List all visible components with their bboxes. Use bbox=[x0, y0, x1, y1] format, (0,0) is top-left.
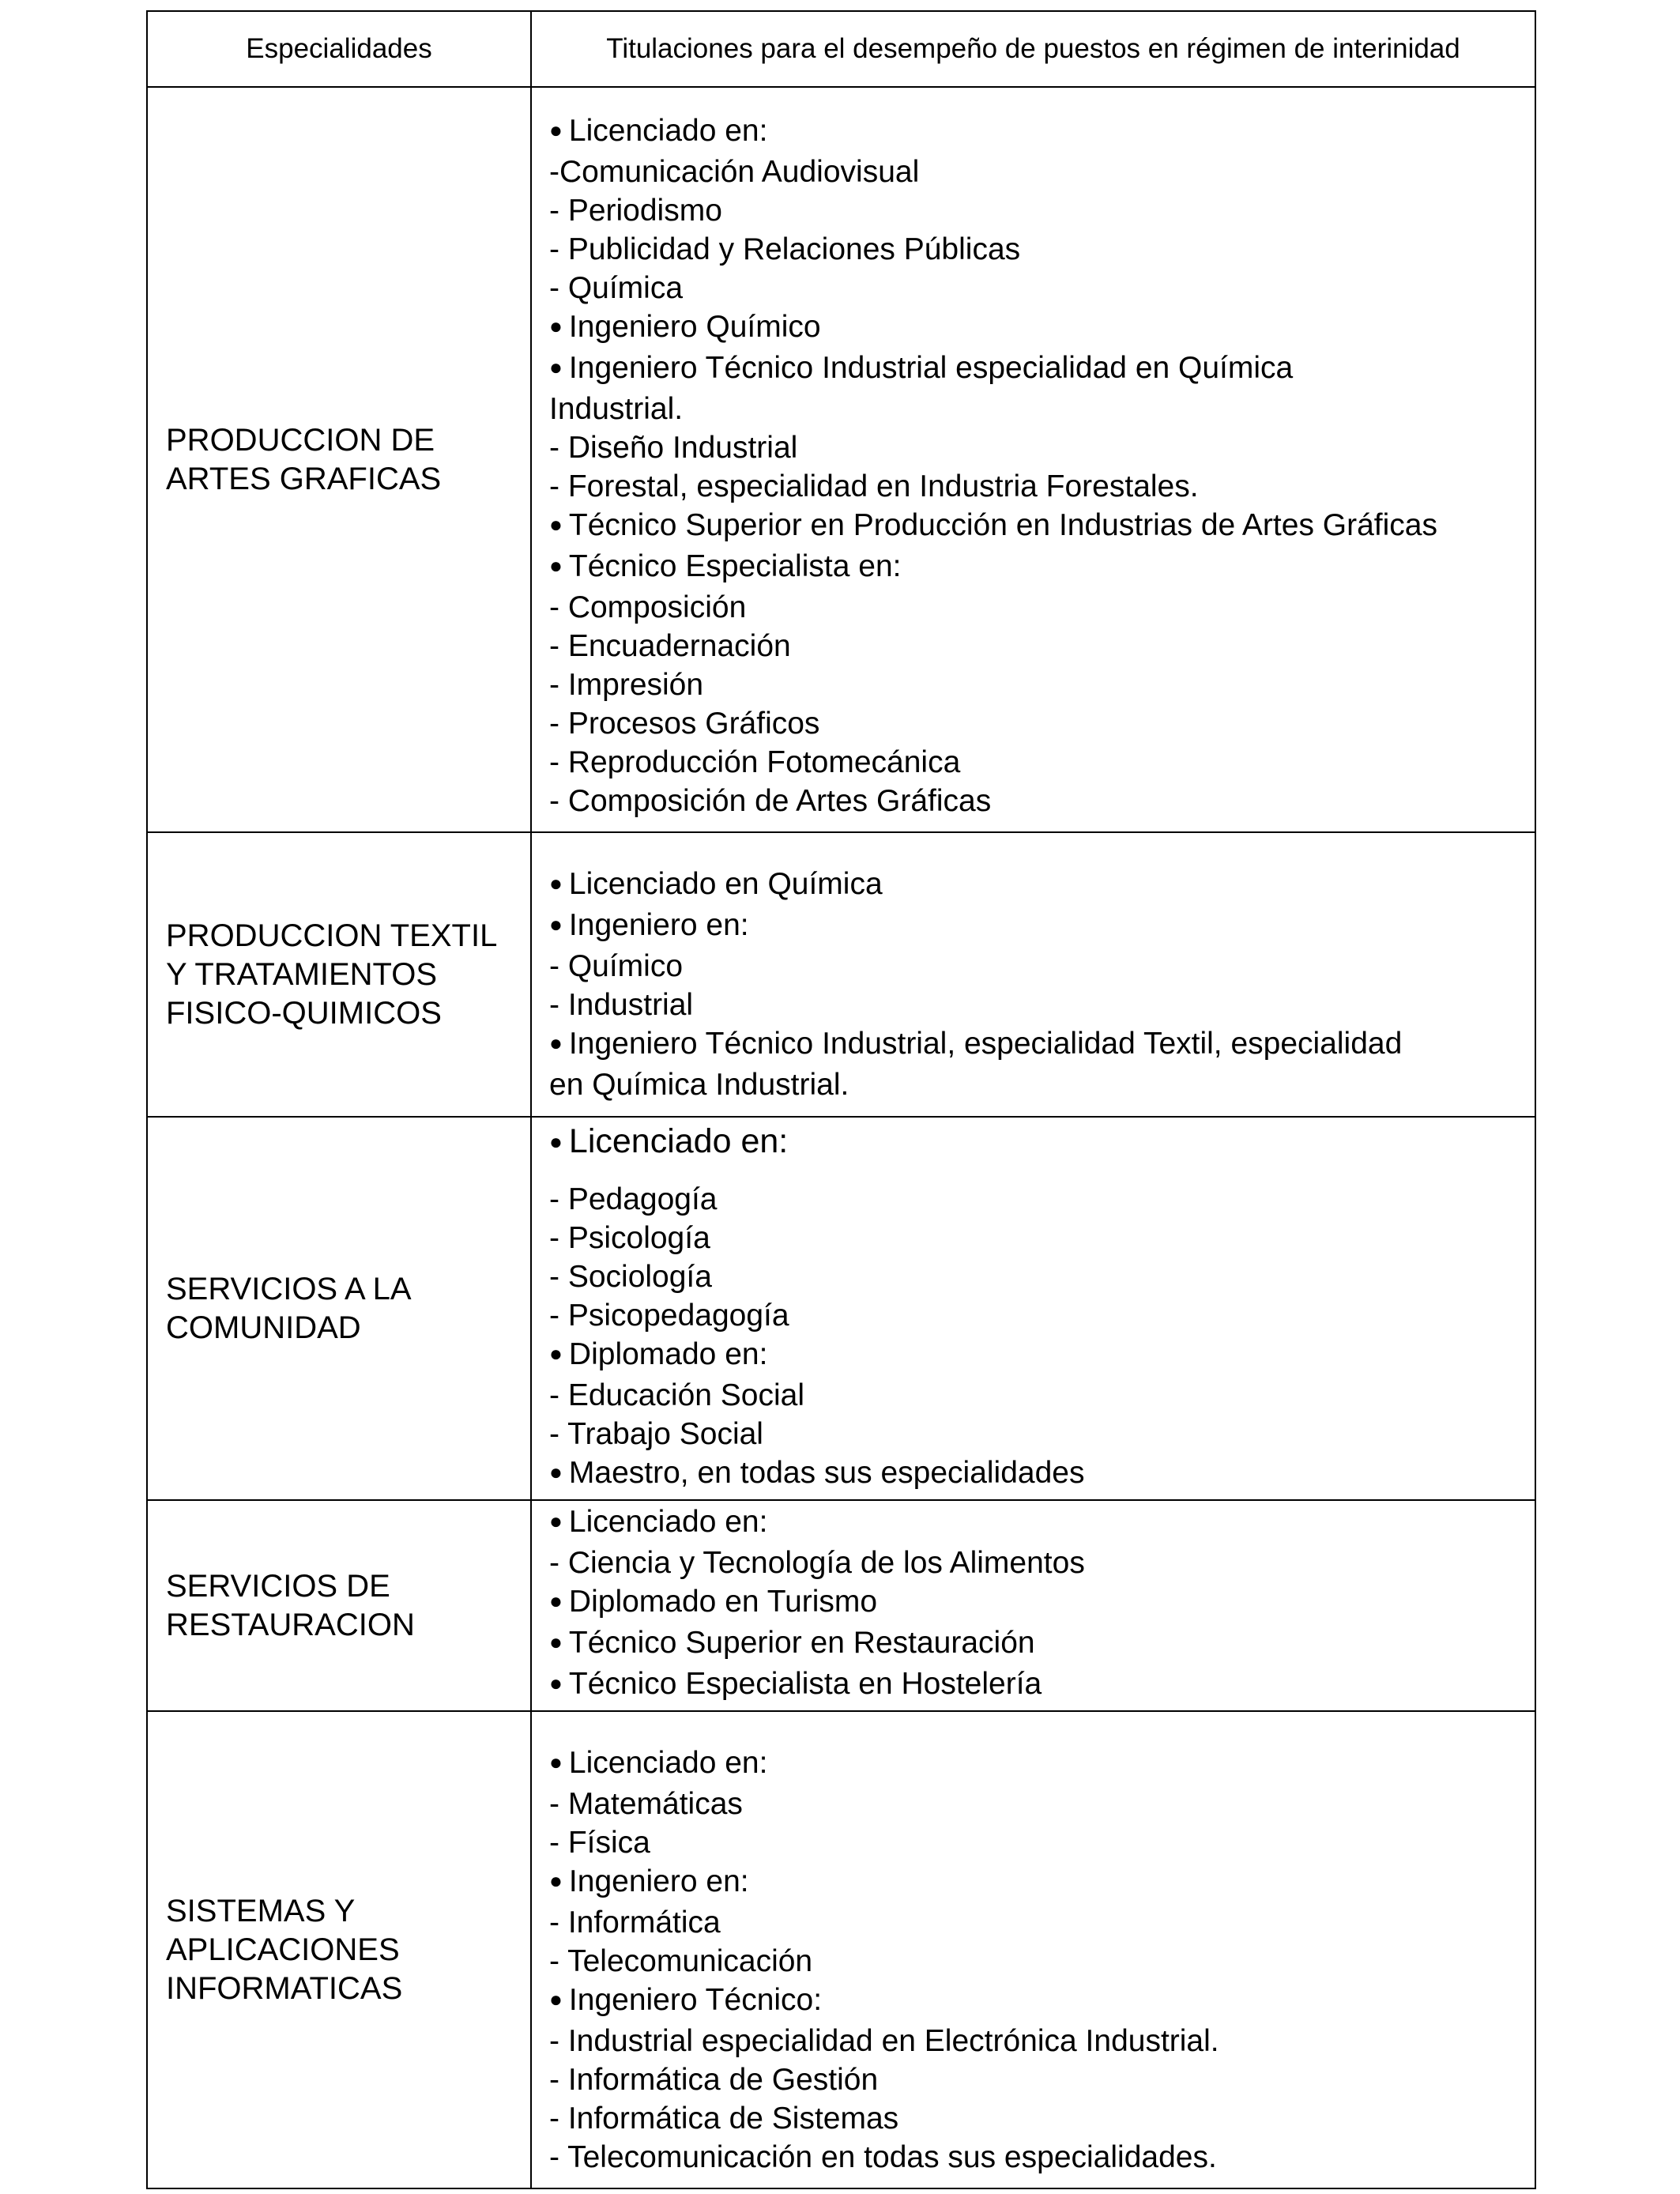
bullet-icon: ● bbox=[549, 553, 563, 578]
titulacion-sub-item bbox=[549, 743, 1527, 782]
titulacion-sub-item bbox=[549, 588, 1527, 627]
especialidad-cell bbox=[147, 1500, 531, 1711]
bullet-icon: ● bbox=[549, 912, 563, 937]
titulacion-sub-item bbox=[549, 467, 1527, 506]
titulacion-bullet-item bbox=[549, 1623, 1527, 1664]
titulacion-sub-item bbox=[549, 390, 1527, 428]
titulacion-text: en Química Industrial. bbox=[549, 1068, 849, 1102]
titulacion-text: Licenciado en: bbox=[568, 114, 768, 148]
bullet-icon: ● bbox=[549, 1987, 563, 2011]
titulacion-bullet-item bbox=[549, 111, 1527, 153]
header-titulaciones: Titulaciones para el desempeño de puestos en régimen de interinidad bbox=[531, 11, 1535, 87]
titulacion-text: -Comunicación Audiovisual bbox=[549, 155, 920, 189]
table-row bbox=[147, 87, 1535, 832]
titulacion-sub-item bbox=[549, 1785, 1527, 1823]
titulacion-bullet-item bbox=[549, 1024, 1527, 1065]
titulacion-text: - Informática de Gestión bbox=[549, 2063, 879, 2097]
bullet-icon: ● bbox=[549, 1630, 563, 1654]
titulacion-sub-item bbox=[549, 2060, 1527, 2099]
titulacion-text: - Publicidad y Relaciones Públicas bbox=[549, 232, 1021, 266]
especialidad-name-line: PRODUCCION TEXTIL bbox=[166, 918, 498, 953]
titulacion-text: Licenciado en: bbox=[568, 1505, 768, 1539]
titulacion-text: Ingeniero en: bbox=[568, 1864, 749, 1898]
titulacion-text: Diplomado en Turismo bbox=[568, 1585, 878, 1619]
titulaciones-cell bbox=[531, 1711, 1535, 2188]
titulacion-text: - Industrial especialidad en Electrónica Industrial. bbox=[549, 2024, 1219, 2058]
bullet-icon: ● bbox=[549, 1868, 563, 1893]
table-body bbox=[147, 87, 1535, 2188]
titulacion-text: - Ciencia y Tecnología de los Alimentos bbox=[549, 1546, 1085, 1580]
titulacion-sub-item bbox=[549, 947, 1527, 986]
titulacion-sub-item bbox=[549, 1296, 1527, 1335]
especialidad-name-line: SERVICIOS DE bbox=[166, 1568, 390, 1604]
titulacion-sub-item bbox=[549, 2022, 1527, 2060]
titulacion-sub-item bbox=[549, 2138, 1527, 2177]
titulacion-text: Técnico Especialista en Hostelería bbox=[568, 1667, 1042, 1701]
bullet-icon: ● bbox=[549, 1671, 563, 1695]
bullet-icon: ● bbox=[549, 355, 563, 379]
titulacion-text: - Composición bbox=[549, 590, 747, 624]
titulacion-text: - Reproducción Fotomecánica bbox=[549, 745, 961, 779]
titulacion-text: - Informática de Sistemas bbox=[549, 2102, 899, 2136]
table-row bbox=[147, 1500, 1535, 1711]
titulacion-bullet-item bbox=[549, 1582, 1527, 1623]
especialidad-cell bbox=[147, 832, 531, 1117]
titulacion-sub-item bbox=[549, 665, 1527, 704]
titulacion-sub-item bbox=[549, 1415, 1527, 1453]
titulacion-text: Licenciado en Química bbox=[568, 867, 883, 901]
titulacion-text: - Educación Social bbox=[549, 1378, 805, 1412]
titulacion-bullet-item bbox=[549, 1119, 1527, 1167]
table-row bbox=[147, 1711, 1535, 2188]
titulacion-text: - Forestal, especialidad en Industria Forestales. bbox=[549, 469, 1199, 503]
titulacion-bullet-item bbox=[549, 1862, 1527, 1903]
especialidad-cell bbox=[147, 1117, 531, 1500]
titulacion-sub-item bbox=[549, 191, 1527, 230]
titulacion-sub-item bbox=[549, 1942, 1527, 1981]
bullet-icon: ● bbox=[549, 118, 563, 142]
titulaciones-cell bbox=[531, 1117, 1535, 1500]
titulacion-text: Técnico Especialista en: bbox=[568, 549, 902, 583]
titulacion-text: Ingeniero Técnico Industrial especialidad en Química bbox=[568, 351, 1294, 385]
titulacion-text: Ingeniero en: bbox=[568, 908, 749, 942]
titulacion-sub-item bbox=[549, 1823, 1527, 1862]
especialidad-name-line: Y TRATAMIENTOS bbox=[166, 956, 438, 992]
titulacion-text: - Procesos Gráficos bbox=[549, 707, 820, 741]
titulacion-text: Técnico Superior en Producción en Industrias de Artes Gráficas bbox=[568, 508, 1437, 542]
especialidad-name-line: FISICO-QUIMICOS bbox=[166, 995, 442, 1031]
especialidad-cell bbox=[147, 1711, 531, 2188]
titulaciones-cell bbox=[531, 87, 1535, 832]
bullet-icon: ● bbox=[549, 1509, 563, 1533]
titulacion-text: Industrial. bbox=[549, 392, 684, 426]
especialidad-name-line: INFORMATICAS bbox=[166, 1970, 403, 2006]
titulacion-text: Técnico Superior en Restauración bbox=[568, 1626, 1035, 1660]
titulacion-sub-item bbox=[549, 1219, 1527, 1257]
bullet-icon: ● bbox=[549, 1460, 563, 1484]
titulacion-text: - Pedagogía bbox=[549, 1182, 718, 1216]
titulacion-sub-item bbox=[549, 1544, 1527, 1582]
titulacion-sub-item bbox=[549, 1903, 1527, 1942]
especialidad-name-line: COMUNIDAD bbox=[166, 1310, 361, 1345]
especialidad-name-line: APLICACIONES bbox=[166, 1932, 400, 1967]
titulacion-text: - Industrial bbox=[549, 988, 694, 1022]
titulacion-text: - Química bbox=[549, 271, 684, 305]
titulacion-bullet-item bbox=[549, 1502, 1527, 1544]
titulacion-sub-item bbox=[549, 153, 1527, 191]
titulacion-text: - Composición de Artes Gráficas bbox=[549, 784, 992, 818]
titulacion-sub-item bbox=[549, 627, 1527, 665]
header-row bbox=[147, 11, 1535, 87]
titulaciones-table bbox=[146, 10, 1536, 2189]
titulacion-bullet-item bbox=[549, 1335, 1527, 1376]
header-especialidades: Especialidades bbox=[147, 11, 531, 87]
titulacion-sub-item bbox=[549, 1257, 1527, 1296]
titulacion-text: - Física bbox=[549, 1826, 650, 1860]
titulacion-sub-item bbox=[549, 269, 1527, 307]
titulacion-text: - Telecomunicación bbox=[549, 1944, 813, 1978]
titulacion-text: Ingeniero Técnico: bbox=[568, 1983, 823, 2017]
titulacion-text: Licenciado en: bbox=[568, 1746, 768, 1780]
titulacion-text: - Sociología bbox=[549, 1260, 712, 1294]
titulacion-bullet-item bbox=[549, 865, 1527, 906]
titulacion-sub-item bbox=[549, 782, 1527, 820]
titulacion-bullet-item bbox=[549, 1744, 1527, 1785]
bullet-icon: ● bbox=[549, 871, 563, 895]
titulacion-text: - Matemáticas bbox=[549, 1787, 743, 1821]
titulacion-text: - Impresión bbox=[549, 668, 704, 702]
especialidad-cell bbox=[147, 87, 531, 832]
titulacion-text: Ingeniero Químico bbox=[568, 310, 821, 344]
titulacion-bullet-item bbox=[549, 307, 1527, 349]
titulacion-text: - Psicopedagogía bbox=[549, 1299, 789, 1333]
titulacion-text: - Periodismo bbox=[549, 194, 722, 228]
titulacion-sub-item bbox=[549, 1376, 1527, 1415]
titulacion-sub-item bbox=[549, 2099, 1527, 2138]
bullet-icon: ● bbox=[549, 1750, 563, 1774]
bullet-icon: ● bbox=[549, 314, 563, 338]
bullet-icon: ● bbox=[549, 1129, 563, 1154]
titulacion-bullet-item bbox=[549, 506, 1527, 547]
bullet-icon: ● bbox=[549, 1589, 563, 1613]
titulacion-text: - Trabajo Social bbox=[549, 1417, 763, 1451]
titulacion-sub-item bbox=[549, 428, 1527, 467]
titulaciones-cell bbox=[531, 1500, 1535, 1711]
titulacion-text: - Diseño Industrial bbox=[549, 431, 798, 465]
titulacion-bullet-item bbox=[549, 1981, 1527, 2022]
titulacion-bullet-item bbox=[549, 547, 1527, 588]
titulacion-sub-item bbox=[549, 1180, 1527, 1219]
titulacion-text: - Informática bbox=[549, 1906, 721, 1940]
titulacion-text: Licenciado en: bbox=[568, 1122, 789, 1160]
titulacion-text: - Telecomunicación en todas sus especialidades. bbox=[549, 2140, 1217, 2174]
especialidad-name-line: RESTAURACION bbox=[166, 1607, 415, 1642]
especialidad-name-line: SISTEMAS Y bbox=[166, 1893, 356, 1928]
titulacion-bullet-item bbox=[549, 1453, 1527, 1495]
titulacion-sub-item bbox=[549, 1065, 1527, 1104]
bullet-icon: ● bbox=[549, 1031, 563, 1055]
titulacion-sub-item bbox=[549, 986, 1527, 1024]
bullet-icon: ● bbox=[549, 512, 563, 537]
titulacion-bullet-item bbox=[549, 349, 1527, 390]
titulacion-text: Maestro, en todas sus especialidades bbox=[568, 1456, 1085, 1490]
bullet-icon: ● bbox=[549, 1341, 563, 1366]
titulacion-bullet-item bbox=[549, 1664, 1527, 1706]
especialidad-name-line: SERVICIOS A LA bbox=[166, 1271, 412, 1306]
titulacion-text: Diplomado en: bbox=[568, 1337, 768, 1371]
titulacion-sub-item bbox=[549, 704, 1527, 743]
titulacion-bullet-item bbox=[549, 906, 1527, 947]
titulacion-text: - Químico bbox=[549, 949, 684, 983]
titulacion-text: Ingeniero Técnico Industrial, especialidad Textil, especialidad bbox=[568, 1027, 1403, 1061]
table-row bbox=[147, 1117, 1535, 1500]
titulacion-sub-item bbox=[549, 230, 1527, 269]
especialidad-name-line: PRODUCCION DE bbox=[166, 422, 435, 458]
titulacion-text: - Encuadernación bbox=[549, 629, 791, 663]
table-row bbox=[147, 832, 1535, 1117]
especialidad-name-line: ARTES GRAFICAS bbox=[166, 461, 442, 496]
titulaciones-cell bbox=[531, 832, 1535, 1117]
titulacion-text: - Psicología bbox=[549, 1221, 710, 1255]
